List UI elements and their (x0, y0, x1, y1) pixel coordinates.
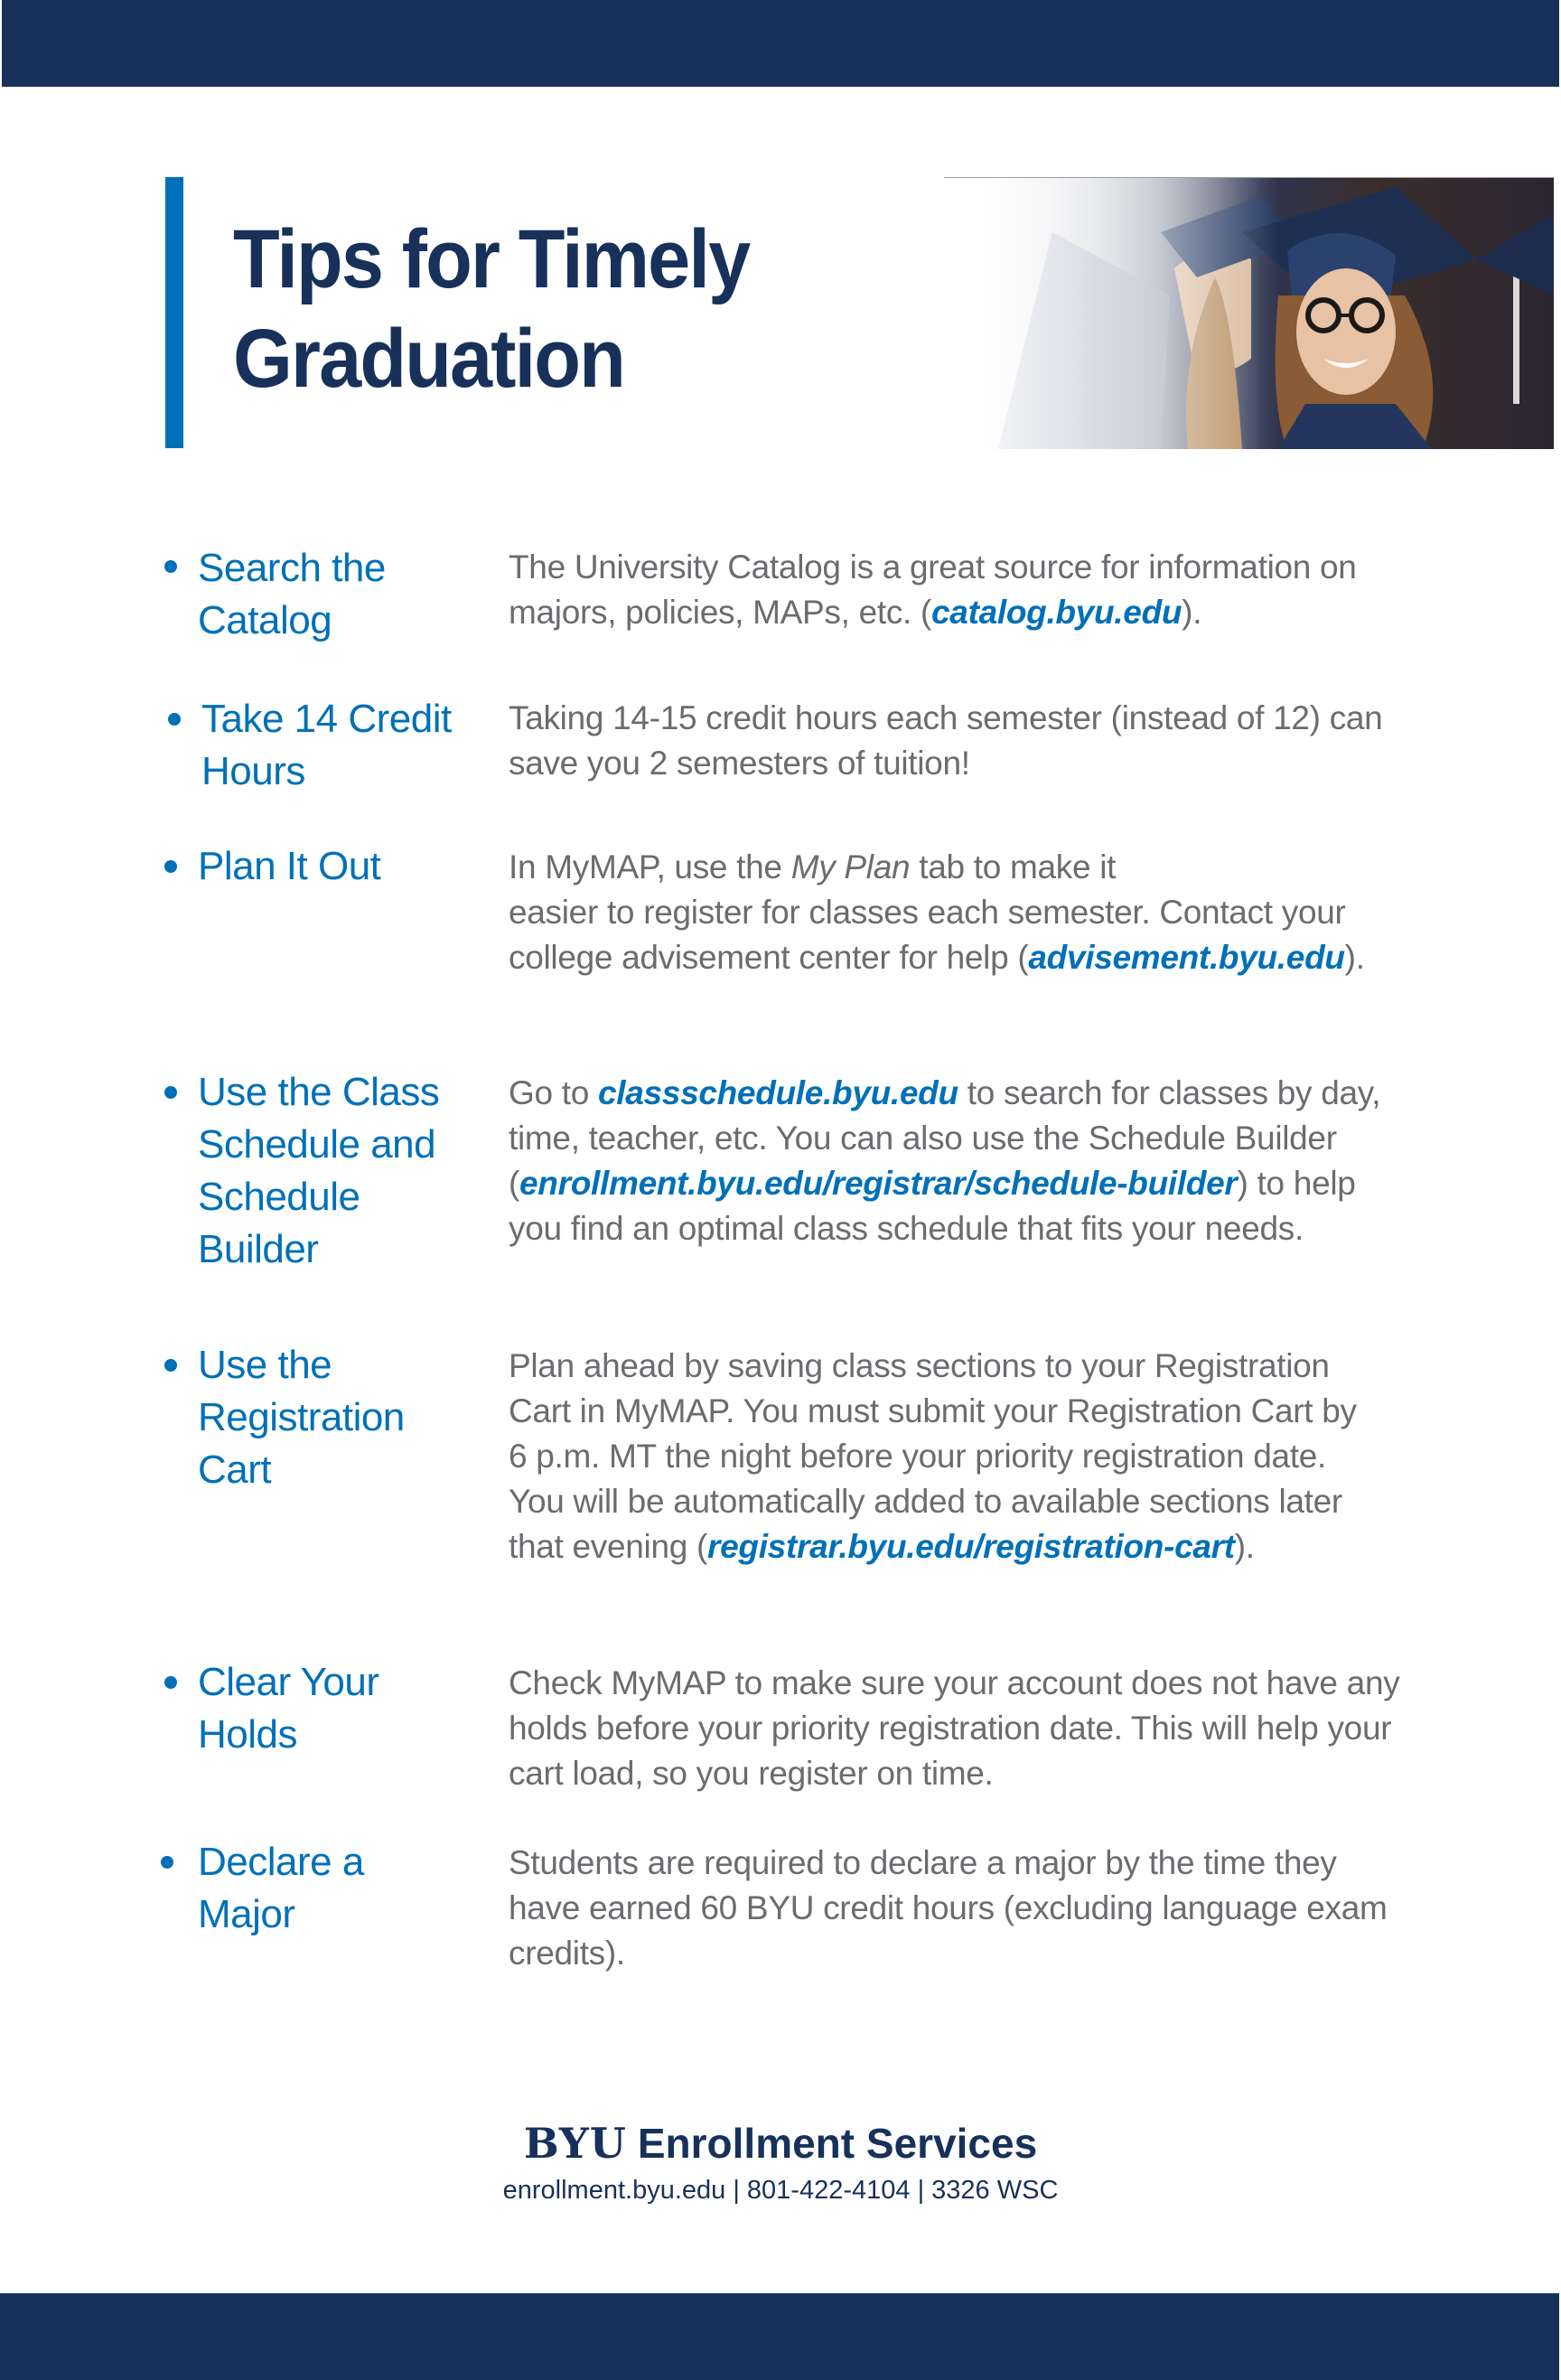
tip-body: Students are required to declare a major by the time they have earned 60 BYU credit hours (excluding language exam credits). (509, 1844, 1388, 1972)
bullet-icon (164, 1086, 177, 1099)
bullet-icon (164, 1359, 177, 1372)
bullet-icon (161, 1856, 173, 1869)
bullet-icon (164, 1676, 177, 1689)
title-accent-bar (165, 177, 183, 448)
graduation-photo (944, 177, 1554, 449)
tip-link[interactable]: advisement.byu.edu (1028, 939, 1345, 976)
tip-body: In MyMAP, use the My Plan tab to make it easier to register for classes each semester. Contact your college advisement center for help (advisement.byu.edu). (509, 848, 1365, 976)
bullet-icon (164, 860, 177, 873)
tip-body: Check MyMAP to make sure your account does not have any holds before your priority registration date. This will help your cart load, so you register on time. (509, 1664, 1400, 1792)
tip-heading: Use the Class Schedule and Schedule Builder (198, 1070, 440, 1271)
tip-link[interactable]: catalog.byu.edu (931, 594, 1182, 631)
tip-link[interactable]: enrollment.byu.edu/registrar/schedule-builder (519, 1165, 1238, 1202)
footer-brand (0, 2119, 1561, 2168)
tip-link[interactable]: registrar.byu.edu/registration-cart (707, 1528, 1235, 1565)
footer-contact: enrollment.byu.edu | 801-422-4104 | 3326 WSC (502, 2176, 1059, 2205)
page-title (233, 210, 749, 408)
page-title-line-1: Tips for Timely (233, 213, 750, 305)
tip-heading: Plan It Out (198, 844, 381, 888)
top-banner (2, 0, 1559, 87)
tip-heading: Take 14 Credit Hours (201, 697, 452, 793)
tip-heading: Clear Your Holds (198, 1660, 379, 1757)
tip-link[interactable]: classschedule.byu.edu (597, 1074, 958, 1111)
bullet-icon (168, 713, 181, 726)
tip-body: The University Catalog is a great source for information on majors, policies, MAPs, etc. (catalog.byu.edu). (509, 548, 1357, 631)
graduate-illustration (944, 178, 1554, 449)
tip-body: Go to classschedule.byu.edu to search for classes by day, time, teacher, etc. You can also use the Schedule Builder (enrollment.byu.edu/registrar/schedule-builder) to help you find an optimal class schedule that fits your needs. (509, 1074, 1381, 1247)
page-title-line-2: Graduation (233, 313, 625, 405)
tip-heading: Declare a Major (198, 1840, 364, 1936)
emphasis-text: My Plan (790, 848, 911, 885)
bottom-banner (0, 2293, 1559, 2380)
bullet-icon (164, 560, 177, 573)
tip-heading: Use the Registration Cart (198, 1343, 405, 1492)
tip-body: Taking 14-15 credit hours each semester (instead of 12) can save you 2 semesters of tuition! (509, 699, 1383, 782)
byu-logo: BYU (523, 2119, 627, 2168)
footer-brand-name: Enrollment Services (637, 2120, 1038, 2167)
tip-body: Plan ahead by saving class sections to your Registration Cart in MyMAP. You must submit your Registration Cart by 6 p.m. MT the night before your priority registration date. You will be automatically added to available sections later that evening (registrar.byu.edu/registration-cart). (509, 1347, 1357, 1565)
tip-heading: Search the Catalog (198, 546, 386, 642)
